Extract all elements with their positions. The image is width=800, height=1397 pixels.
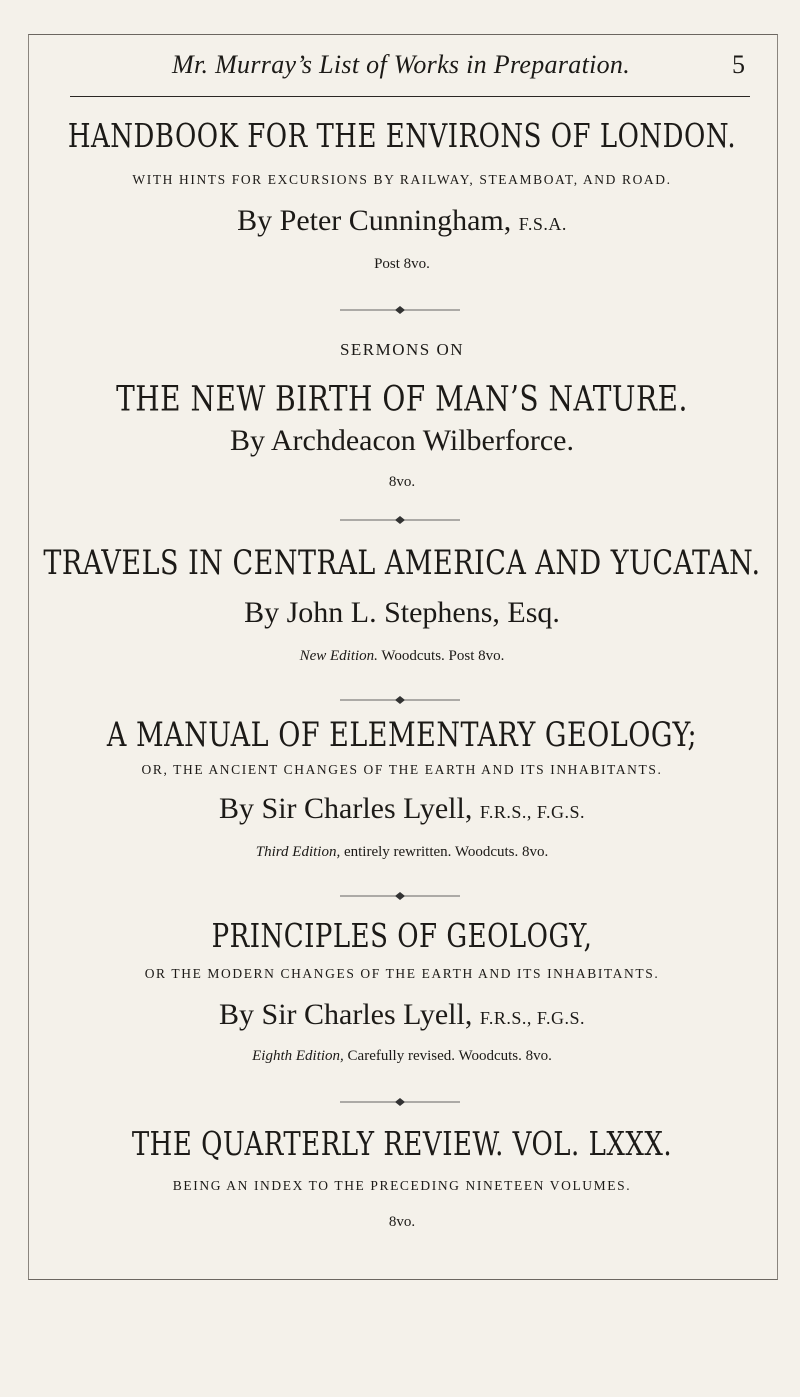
entry-subtitle: WITH HINTS FOR EXCURSIONS BY RAILWAY, STEAMBOAT, AND ROAD.	[132, 172, 672, 187]
running-head	[0, 48, 800, 88]
entry-title: THE QUARTERLY REVIEW. VOL. LXXX.	[131, 1126, 673, 1164]
format-note: entirely rewritten. Woodcuts. 8vo.	[343, 844, 549, 860]
entry-details: Post 8vo.	[374, 256, 430, 272]
entry-title: THE NEW BIRTH OF MAN’S NATURE.	[116, 378, 688, 420]
edition-note: Eighth Edition,	[252, 1048, 344, 1064]
author-credentials: F.R.S., F.G.S.	[479, 1008, 585, 1028]
entry-title: TRAVELS IN CENTRAL AMERICA AND YUCATAN.	[43, 544, 761, 583]
entry-author	[30, 998, 774, 1032]
author-credentials: F.R.S., F.G.S.	[479, 802, 585, 822]
format-note: Woodcuts. Post 8vo.	[381, 648, 505, 664]
entry-title: PRINCIPLES OF GEOLOGY,	[211, 918, 593, 956]
section-divider	[0, 891, 800, 901]
entry-details	[30, 648, 774, 665]
entry-details	[30, 844, 774, 861]
entry-details: 8vo.	[388, 474, 416, 490]
entry-title: HANDBOOK FOR THE ENVIRONS OF LONDON.	[67, 118, 737, 156]
header-rule	[70, 96, 750, 97]
author-name: By Archdeacon Wilberforce.	[230, 424, 574, 457]
section-divider	[0, 695, 800, 705]
entry-details	[30, 1048, 774, 1065]
section-divider	[0, 1097, 800, 1107]
entry-author	[30, 204, 774, 238]
section-divider	[0, 515, 800, 525]
edition-note: New Edition.	[299, 648, 378, 664]
entry-author	[30, 424, 774, 458]
entry-subtitle: OR, THE ANCIENT CHANGES OF THE EARTH AND ITS INHABITANTS.	[141, 762, 663, 777]
edition-note: Third Edition,	[255, 844, 341, 860]
entry-title: A MANUAL OF ELEMENTARY GEOLOGY;	[106, 716, 698, 755]
page-number: 5	[732, 50, 745, 79]
running-title: Mr. Murray’s List of Works in Preparation.	[172, 50, 631, 79]
entry-subtitle: BEING AN INDEX TO THE PRECEDING NINETEEN VOLUMES.	[172, 1178, 632, 1193]
entry-author	[30, 792, 774, 826]
author-name: By John L. Stephens, Esq.	[244, 596, 560, 629]
section-divider	[0, 305, 800, 315]
author-name: By Peter Cunningham,	[237, 204, 512, 237]
entry-author	[30, 596, 774, 630]
entry-subtitle: OR THE MODERN CHANGES OF THE EARTH AND ITS INHABITANTS.	[144, 966, 660, 981]
entry-intro: SERMONS ON	[339, 340, 465, 359]
format-note: Carefully revised. Woodcuts. 8vo.	[347, 1048, 552, 1064]
author-name: By Sir Charles Lyell,	[219, 792, 473, 825]
entry-details: 8vo.	[388, 1214, 416, 1230]
author-credentials: F.S.A.	[518, 214, 567, 234]
author-name: By Sir Charles Lyell,	[219, 998, 473, 1031]
